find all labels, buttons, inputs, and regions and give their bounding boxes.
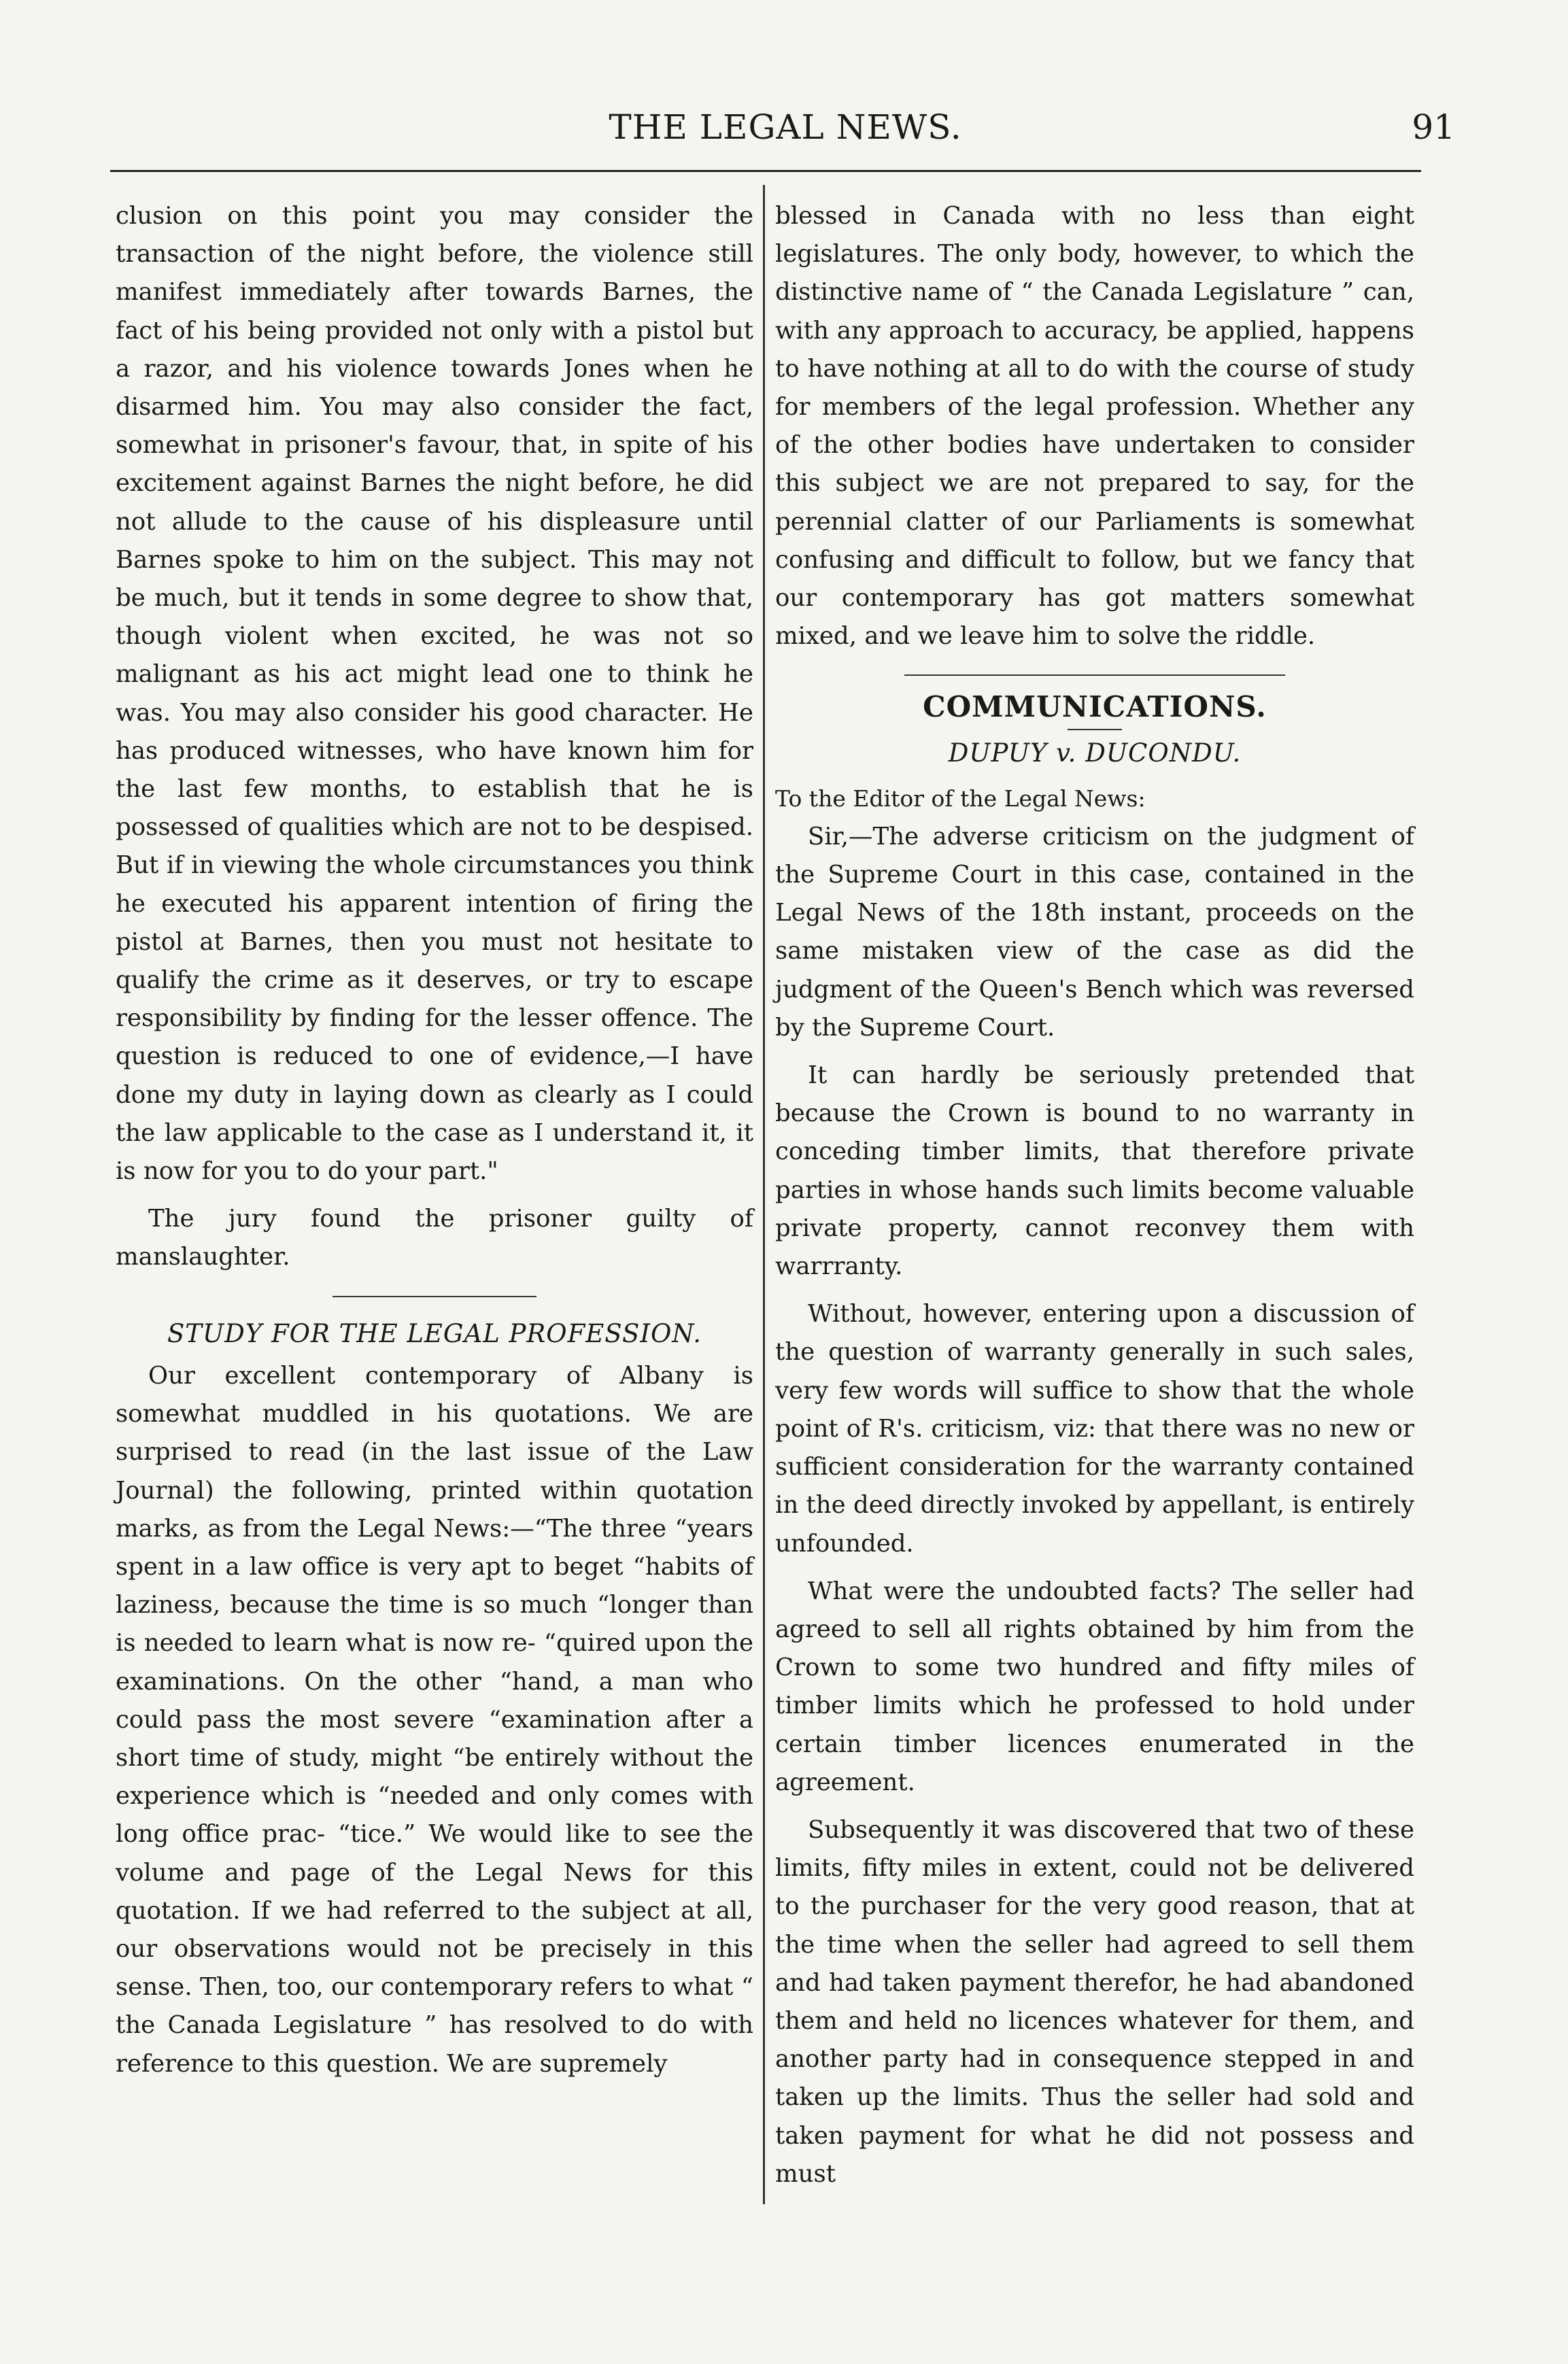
page-title: THE LEGAL NEWS. — [609, 107, 962, 147]
paragraph-warranty: It can hardly be seriously pretended that because the Crown is bound to no warranty in conceding timber limits, that therefore private parties in whose hands such limits become valuable private property, cannot reconvey them with warrranty. — [775, 1061, 1414, 1281]
section-title-communications: COMMUNICATIONS. — [923, 690, 1267, 724]
left-column — [116, 197, 753, 2083]
paragraph-sir: Sir,—The adverse criticism on the judgment of the Supreme Court in this case, contained in the Legal News of the 18th instant, proceeds on the same mistaken view of the case as did the judgment of the Queen's Bench which was reversed by the Supreme Court. — [775, 822, 1414, 1042]
paragraph-legislatures: blessed in Canada with no less than eight legislatures. The only body, however, to which the distinctive name of “ the Canada Legislature ” can, with any approach to accuracy, be applied, happens to have nothing at all to do with the course of study for members of the legal profession. Whether any of the other bodies have undertaken to consider this subject we are not prepared to say, for the perennial clatter of our Parliaments is somewhat confusing and difficult to follow, but we fancy that our contemporary has got matters somewhat mixed, and we leave him to solve the riddle. — [775, 202, 1414, 651]
paragraph-facts: What were the undoubted facts? The seller had agreed to sell all rights obtained by him from the Crown to some two hundred and fifty miles of timber limits which he professed to hold under certain timber licences enumerated in the agreement. — [775, 1577, 1414, 1796]
salutation: To the Editor of the Legal News: — [775, 785, 1146, 812]
section-divider-right — [904, 674, 1285, 676]
right-column — [775, 197, 1414, 2193]
page-number: 91 — [1412, 107, 1455, 147]
section-divider — [333, 1296, 536, 1297]
case-title: DUPUY v. DUCONDU. — [948, 738, 1242, 768]
paragraph-without: Without, however, entering upon a discussion of the question of warranty generally in such sales, very few words will suffice to show that the whole point of R's. criticism, viz: that there was no new or sufficient consideration for the warranty contained in the deed directly invoked by appellant, is entirely unfounded. — [775, 1300, 1414, 1558]
paragraph-subsequently: Subsequently it was discovered that two of these limits, fifty miles in extent, could not be delivered to the purchaser for the very good reason, that at the time when the seller had agreed to sell them and had taken payment therefor, he had abandoned them and held no licences whatever for them, and another party had in consequence stepped in and taken up the limits. Thus the seller had sold and taken payment for what he did not possess and must — [775, 1815, 1414, 2188]
paragraph-study: Our excellent contemporary of Albany is somewhat muddled in his quotations. We are surprised to read (in the last issue of the Law Journal) the following, printed within quotation marks, as from the Legal News:—“The three “years spent in a law office is very apt to beget “habits of laziness, because the time is so much “longer than is needed to learn what is now re- “quired upon the examinations. On the other “hand, a man who could pass the most severe “examination after a short time of study, might “be entirely without the experience which is “needed and only comes with long office prac- “tice.” We would like to see the volume and page of the Legal News for this quotation. If we had referred to the subject at all, our observations would not be precisely in this sense. Then, too, our contemporary refers to what “ the Canada Legislature ” has resolved to do with reference to this question. We are supremely — [116, 1361, 753, 2078]
paragraph-jury-charge: clusion on this point you may consider the transaction of the night before, the violence still manifest immediately after towards Barnes, the fact of his being provided not only with a pistol but a razor, and his violence towards Jones when he disarmed him. You may also consider the fact, somewhat in prisoner's favour, that, in spite of his excitement against Barnes the night before, he did not allude to the cause of his displeasure until Barnes spoke to him on the subject. This may not be much, but it tends in some degree to show that, though violent when excited, he was not so malignant as his act might lead one to think he was. You may also consider his good character. He has produced witnesses, who have known him for the last few months, to establish that he is possessed of qualities which are not to be despised. But if in viewing the whole circumstances you think he executed his apparent intention of firing the pistol at Barnes, then you must not hesitate to qualify the crime as it deserves, or try to escape responsibility by finding for the lesser offence. The question is reduced to one of evidence,—I have done my duty in laying down as clearly as I could the law applicable to the case as I understand it, it is now for you to do your part." — [116, 202, 753, 1186]
section-title-study: STUDY FOR THE LEGAL PROFESSION. — [167, 1318, 702, 1348]
paragraph-verdict: The jury found the prisoner guilty of manslaughter. — [116, 1205, 753, 1271]
header-rule — [110, 170, 1421, 172]
page-header — [109, 107, 1462, 162]
title-underline — [1068, 729, 1122, 730]
column-divider — [763, 185, 765, 2204]
